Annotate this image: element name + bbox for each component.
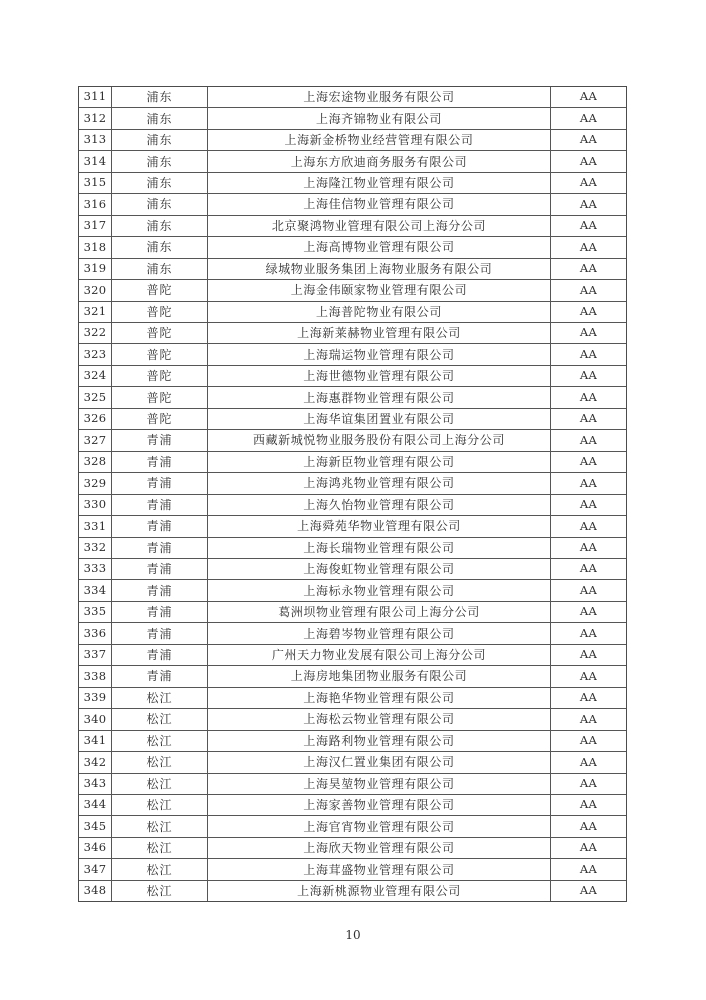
cell-company-name: 上海房地集团物业服务有限公司 (208, 666, 551, 686)
cell-district: 浦东 (112, 130, 208, 150)
table-row (79, 323, 626, 344)
table-row (79, 173, 626, 194)
cell-row-number: 334 (79, 580, 112, 600)
cell-row-number: 331 (79, 516, 112, 536)
cell-district: 浦东 (112, 237, 208, 257)
cell-credit-rating: AA (579, 389, 598, 404)
table-row (79, 838, 626, 859)
cell-company-name: 绿城物业服务集团上海物业服务有限公司 (208, 259, 551, 279)
cell-credit-rating: AA (579, 239, 598, 254)
table-row (79, 280, 626, 301)
cell-company-name: 上海家善物业管理有限公司 (208, 795, 551, 815)
cell-row-number: 333 (79, 559, 112, 579)
cell-row-number: 348 (79, 881, 112, 901)
cell-district: 青浦 (112, 559, 208, 579)
cell-credit-rating: AA (579, 153, 598, 168)
table-row (79, 87, 626, 108)
cell-row-number: 319 (79, 259, 112, 279)
cell-credit-rating: AA (579, 325, 598, 340)
cell-company-name: 上海茸盛物业管理有限公司 (208, 859, 551, 879)
cell-credit-rating: AA (579, 346, 598, 361)
cell-company-name: 上海高博物业管理有限公司 (208, 237, 551, 257)
cell-company-name: 上海鸿兆物业管理有限公司 (208, 473, 551, 493)
cell-company-name: 上海久怡物业管理有限公司 (208, 495, 551, 515)
cell-credit-rating: AA (579, 582, 598, 597)
cell-credit-rating: AA (579, 175, 598, 190)
table-row (79, 645, 626, 666)
cell-credit-rating: AA (579, 711, 598, 726)
cell-company-name: 上海汉仁置业集团有限公司 (208, 752, 551, 772)
cell-row-number: 330 (79, 495, 112, 515)
cell-row-number: 342 (79, 752, 112, 772)
cell-row-number: 332 (79, 538, 112, 558)
cell-row-number: 316 (79, 194, 112, 214)
cell-district: 松江 (112, 774, 208, 794)
cell-row-number: 311 (79, 87, 112, 107)
cell-row-number: 337 (79, 645, 112, 665)
cell-credit-rating: AA (579, 518, 598, 533)
cell-company-name: 上海宏途物业服务有限公司 (208, 87, 551, 107)
table-row (79, 774, 626, 795)
table-row (79, 859, 626, 880)
cell-company-name: 上海世德物业管理有限公司 (208, 366, 551, 386)
cell-district: 青浦 (112, 645, 208, 665)
table-row (79, 709, 626, 730)
cell-company-name: 广州天力物业发展有限公司上海分公司 (208, 645, 551, 665)
table-row (79, 430, 626, 451)
cell-credit-rating: AA (579, 647, 598, 662)
cell-company-name: 上海俊虹物业管理有限公司 (208, 559, 551, 579)
table-row (79, 194, 626, 215)
cell-district: 青浦 (112, 602, 208, 622)
cell-company-name: 上海官宵物业管理有限公司 (208, 816, 551, 836)
cell-row-number: 314 (79, 151, 112, 171)
cell-credit-rating: AA (579, 733, 598, 748)
cell-district: 浦东 (112, 173, 208, 193)
cell-credit-rating: AA (579, 561, 598, 576)
cell-row-number: 341 (79, 731, 112, 751)
cell-credit-rating: AA (579, 797, 598, 812)
cell-district: 青浦 (112, 473, 208, 493)
cell-credit-rating: AA (579, 497, 598, 512)
table-row (79, 452, 626, 473)
cell-company-name: 上海惠群物业管理有限公司 (208, 387, 551, 407)
table-row (79, 666, 626, 687)
cell-company-name: 西藏新城悦物业服务股份有限公司上海分公司 (208, 430, 551, 450)
cell-company-name: 上海佳信物业管理有限公司 (208, 194, 551, 214)
cell-row-number: 323 (79, 344, 112, 364)
cell-credit-rating: AA (579, 690, 598, 705)
cell-company-name: 北京聚鸿物业管理有限公司上海分公司 (208, 216, 551, 236)
cell-district: 普陀 (112, 409, 208, 429)
cell-district: 浦东 (112, 87, 208, 107)
table-row (79, 366, 626, 387)
cell-district: 普陀 (112, 323, 208, 343)
cell-company-name: 上海长瑞物业管理有限公司 (208, 538, 551, 558)
cell-row-number: 343 (79, 774, 112, 794)
cell-district: 松江 (112, 709, 208, 729)
cell-company-name: 上海新金桥物业经营管理有限公司 (208, 130, 551, 150)
cell-district: 普陀 (112, 302, 208, 322)
cell-row-number: 320 (79, 280, 112, 300)
cell-row-number: 325 (79, 387, 112, 407)
cell-credit-rating: AA (579, 861, 598, 876)
cell-district: 青浦 (112, 666, 208, 686)
cell-company-name: 上海欣天物业管理有限公司 (208, 838, 551, 858)
cell-row-number: 346 (79, 838, 112, 858)
table-row (79, 731, 626, 752)
cell-credit-rating: AA (579, 432, 598, 447)
cell-credit-rating: AA (579, 454, 598, 469)
cell-row-number: 318 (79, 237, 112, 257)
cell-credit-rating: AA (579, 883, 598, 898)
cell-row-number: 324 (79, 366, 112, 386)
table-row (79, 495, 626, 516)
table-row (79, 623, 626, 644)
cell-credit-rating: AA (579, 368, 598, 383)
table-row (79, 473, 626, 494)
cell-company-name: 上海标永物业管理有限公司 (208, 580, 551, 600)
cell-company-name: 上海新臣物业管理有限公司 (208, 452, 551, 472)
cell-district: 青浦 (112, 495, 208, 515)
cell-district: 浦东 (112, 108, 208, 128)
cell-credit-rating: AA (579, 218, 598, 233)
cell-row-number: 326 (79, 409, 112, 429)
cell-row-number: 344 (79, 795, 112, 815)
cell-district: 青浦 (112, 623, 208, 643)
cell-credit-rating: AA (579, 196, 598, 211)
cell-row-number: 340 (79, 709, 112, 729)
cell-company-name: 上海新桃源物业管理有限公司 (208, 881, 551, 901)
cell-credit-rating: AA (579, 261, 598, 276)
cell-credit-rating: AA (579, 89, 598, 104)
table-row (79, 344, 626, 365)
cell-row-number: 329 (79, 473, 112, 493)
cell-district: 普陀 (112, 344, 208, 364)
cell-row-number: 321 (79, 302, 112, 322)
cell-district: 青浦 (112, 580, 208, 600)
cell-credit-rating: AA (579, 604, 598, 619)
cell-row-number: 339 (79, 688, 112, 708)
table-row (79, 795, 626, 816)
cell-company-name: 上海华谊集团置业有限公司 (208, 409, 551, 429)
cell-row-number: 317 (79, 216, 112, 236)
table-row (79, 688, 626, 709)
cell-credit-rating: AA (579, 840, 598, 855)
company-rating-table (78, 86, 627, 902)
table-row (79, 216, 626, 237)
cell-district: 青浦 (112, 430, 208, 450)
cell-credit-rating: AA (579, 411, 598, 426)
cell-row-number: 336 (79, 623, 112, 643)
cell-row-number: 322 (79, 323, 112, 343)
cell-credit-rating: AA (579, 754, 598, 769)
cell-company-name: 上海东方欣迪商务服务有限公司 (208, 151, 551, 171)
table-row (79, 881, 626, 901)
cell-row-number: 315 (79, 173, 112, 193)
cell-company-name: 上海昊堃物业管理有限公司 (208, 774, 551, 794)
table-row (79, 752, 626, 773)
cell-company-name: 上海隆江物业管理有限公司 (208, 173, 551, 193)
cell-credit-rating: AA (579, 110, 598, 125)
cell-credit-rating: AA (579, 132, 598, 147)
cell-credit-rating: AA (579, 304, 598, 318)
cell-credit-rating: AA (579, 539, 598, 554)
cell-row-number: 347 (79, 859, 112, 879)
cell-credit-rating: AA (579, 668, 598, 683)
table-row (79, 409, 626, 430)
cell-district: 松江 (112, 881, 208, 901)
cell-company-name: 上海艳华物业管理有限公司 (208, 688, 551, 708)
cell-company-name: 上海新莱赫物业管理有限公司 (208, 323, 551, 343)
cell-district: 松江 (112, 816, 208, 836)
cell-row-number: 313 (79, 130, 112, 150)
cell-district: 松江 (112, 838, 208, 858)
table-row (79, 130, 626, 151)
cell-company-name: 上海舜苑华物业管理有限公司 (208, 516, 551, 536)
cell-row-number: 335 (79, 602, 112, 622)
table-row (79, 237, 626, 258)
table-row (79, 516, 626, 537)
table-row (79, 302, 626, 323)
cell-district: 青浦 (112, 516, 208, 536)
cell-district: 松江 (112, 688, 208, 708)
cell-row-number: 338 (79, 666, 112, 686)
table-row (79, 580, 626, 601)
cell-district: 普陀 (112, 366, 208, 386)
cell-district: 青浦 (112, 538, 208, 558)
cell-company-name: 上海普陀物业有限公司 (208, 302, 551, 322)
table-row (79, 387, 626, 408)
cell-row-number: 327 (79, 430, 112, 450)
cell-company-name: 上海松云物业管理有限公司 (208, 709, 551, 729)
cell-credit-rating: AA (579, 775, 598, 790)
cell-district: 浦东 (112, 216, 208, 236)
cell-row-number: 312 (79, 108, 112, 128)
table-row (79, 108, 626, 129)
cell-row-number: 345 (79, 816, 112, 836)
cell-district: 松江 (112, 752, 208, 772)
cell-district: 青浦 (112, 452, 208, 472)
cell-row-number: 328 (79, 452, 112, 472)
cell-credit-rating: AA (579, 818, 598, 833)
cell-company-name: 上海碧岑物业管理有限公司 (208, 623, 551, 643)
cell-district: 普陀 (112, 387, 208, 407)
cell-credit-rating: AA (579, 475, 598, 490)
table-row (79, 151, 626, 172)
cell-district: 浦东 (112, 259, 208, 279)
cell-credit-rating: AA (579, 282, 598, 297)
page-number: 10 (345, 928, 361, 942)
cell-district: 松江 (112, 731, 208, 751)
table-row (79, 259, 626, 280)
cell-district: 松江 (112, 859, 208, 879)
cell-district: 浦东 (112, 151, 208, 171)
table-row (79, 816, 626, 837)
cell-credit-rating: AA (579, 625, 598, 640)
cell-district: 浦东 (112, 194, 208, 214)
cell-company-name: 上海齐锦物业有限公司 (208, 108, 551, 128)
table-row (79, 602, 626, 623)
cell-district: 普陀 (112, 280, 208, 300)
cell-district: 松江 (112, 795, 208, 815)
table-row (79, 559, 626, 580)
table-row (79, 538, 626, 559)
cell-company-name: 上海瑞运物业管理有限公司 (208, 344, 551, 364)
cell-company-name: 葛洲坝物业管理有限公司上海分公司 (208, 602, 551, 622)
cell-company-name: 上海路利物业管理有限公司 (208, 731, 551, 751)
cell-company-name: 上海金伟颐家物业管理有限公司 (208, 280, 551, 300)
